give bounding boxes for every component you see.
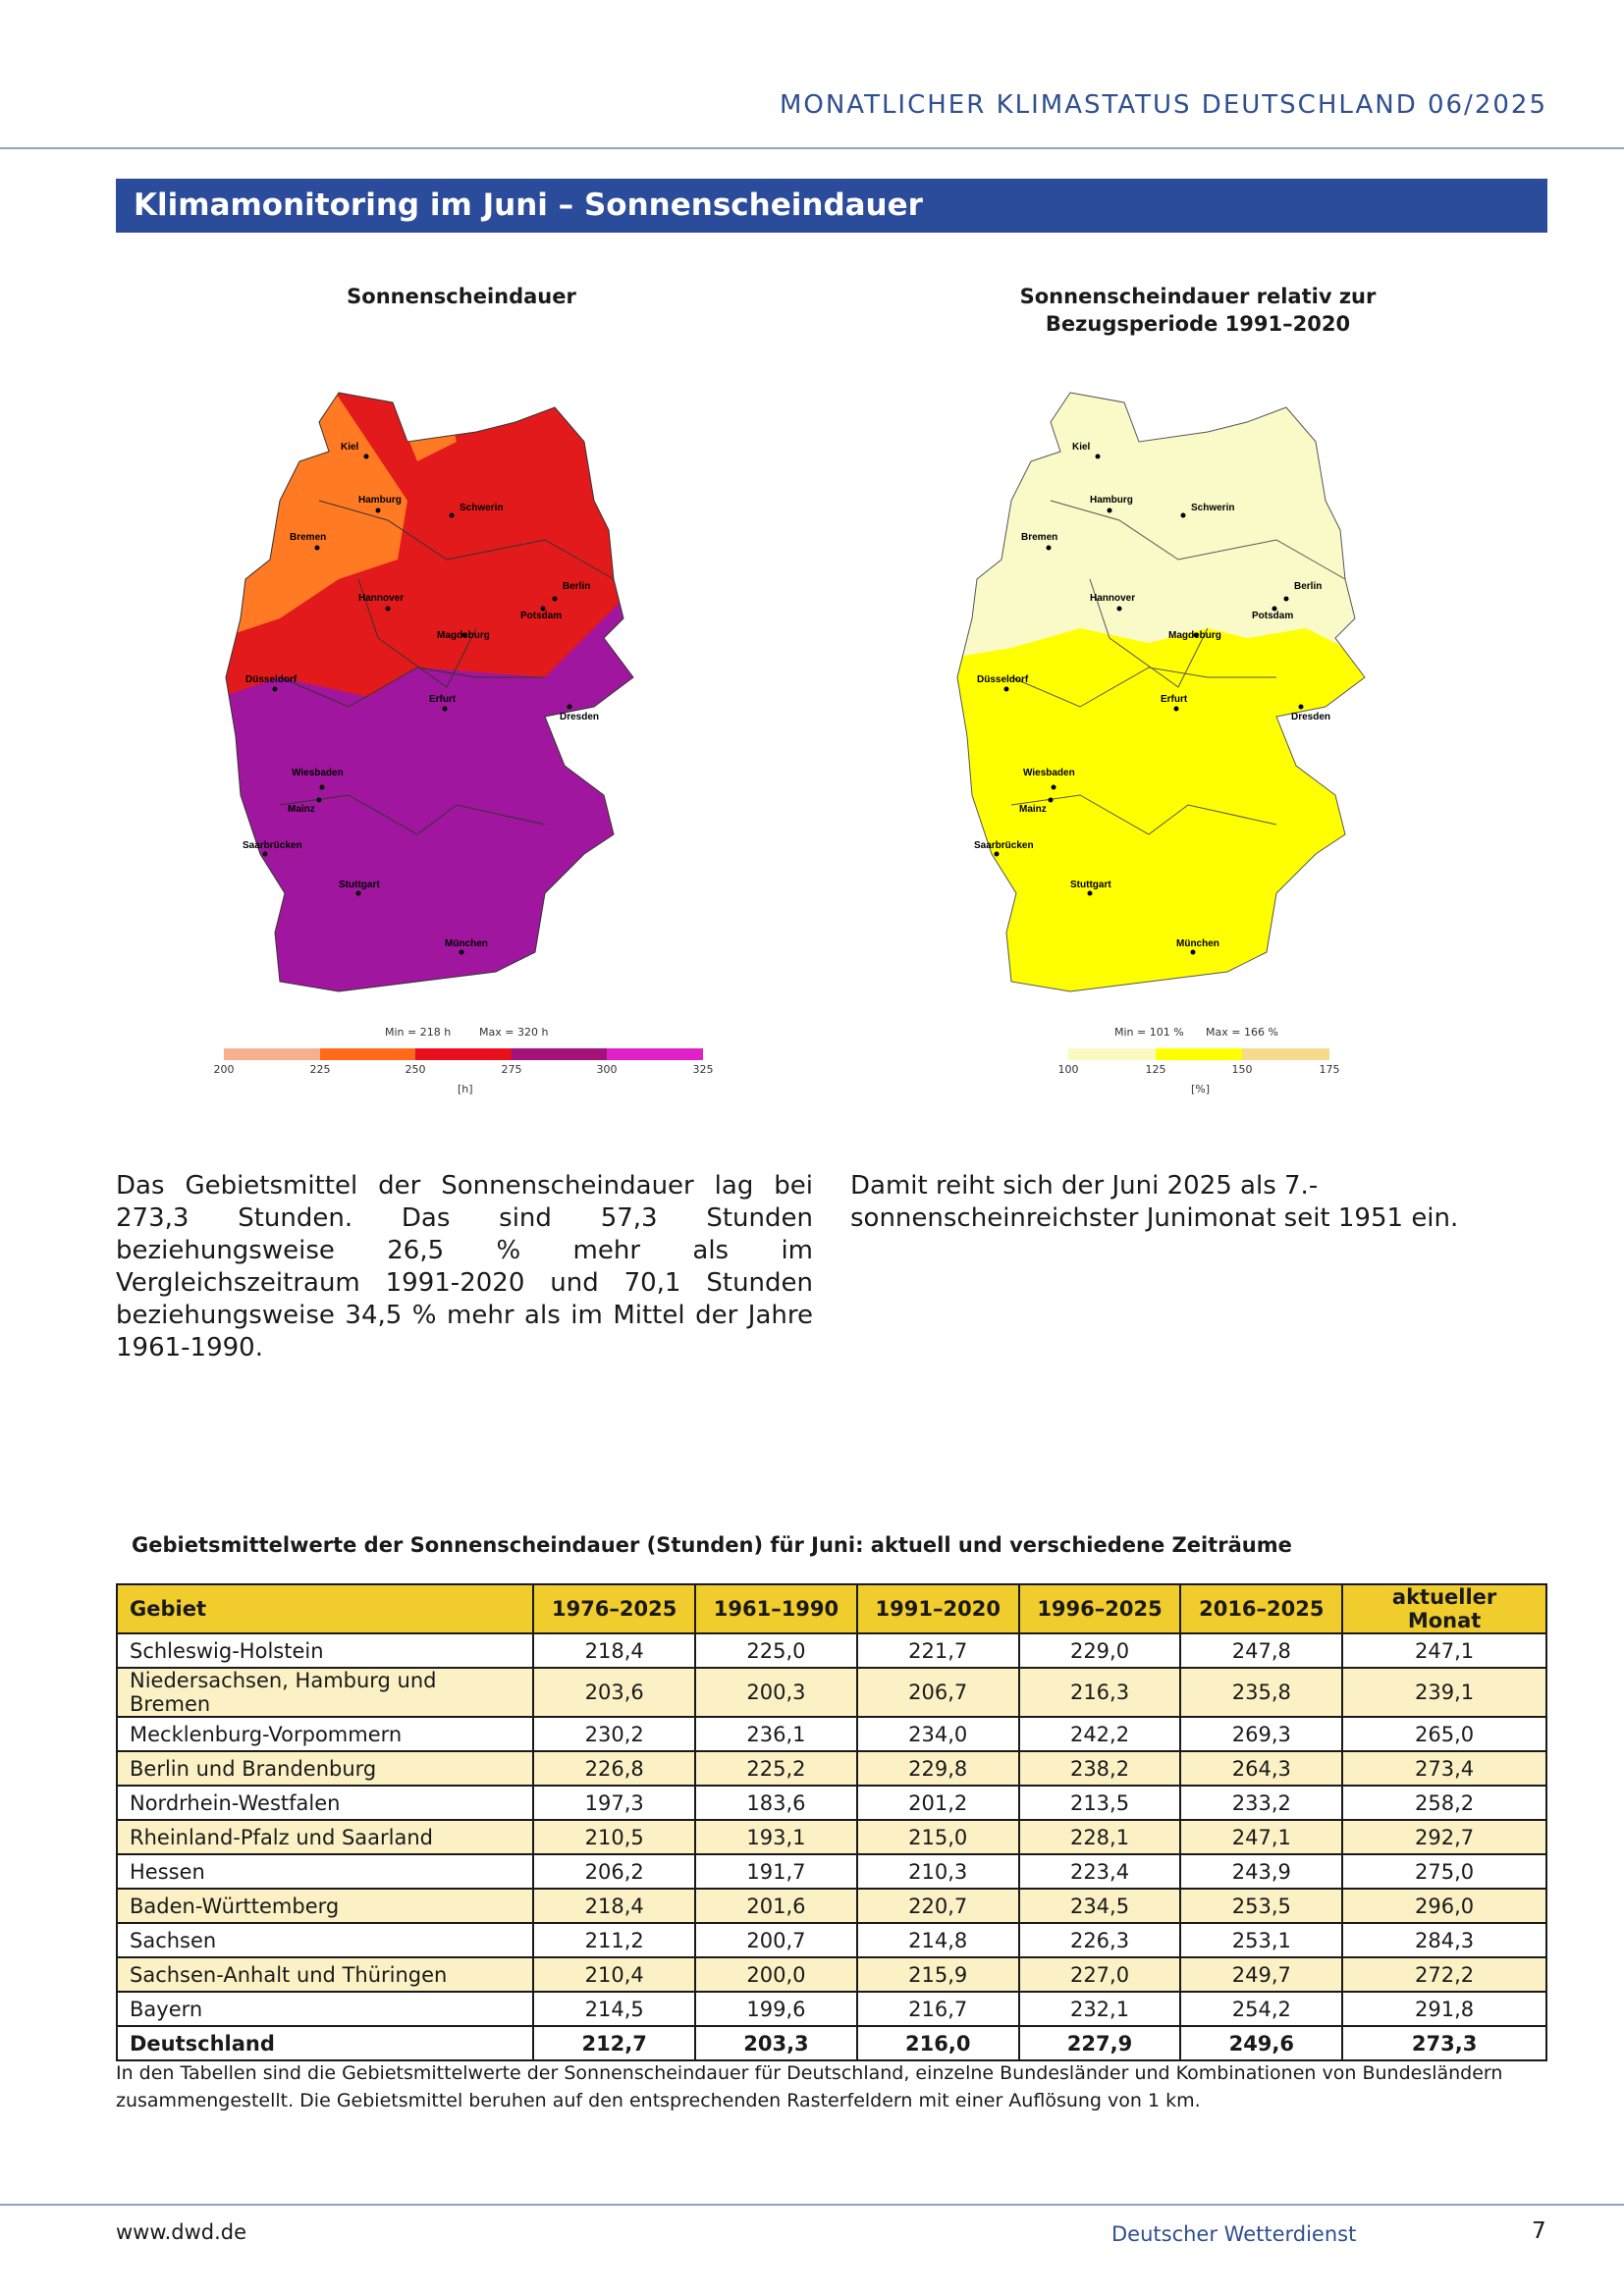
value-cell: 253,5 [1180, 1889, 1342, 1923]
city-magdeburg: Magdeburg [437, 630, 490, 641]
footer-divider [0, 2204, 1624, 2206]
value-cell: 253,1 [1180, 1923, 1342, 1957]
value-cell: 200,7 [695, 1923, 857, 1957]
sunshine-relative-map-svg [952, 383, 1443, 1031]
left-map-max: Max = 320 h [479, 1026, 549, 1039]
column-header: 1996–2025 [1019, 1584, 1181, 1633]
city-muenchen: München [1176, 938, 1219, 949]
right-legend-unit: [%] [1191, 1083, 1211, 1095]
value-cell: 206,2 [533, 1854, 695, 1889]
value-cell: 249,6 [1180, 2026, 1342, 2060]
left-legend-tick: 325 [692, 1063, 714, 1076]
value-cell: 229,8 [857, 1751, 1019, 1786]
region-name-cell: Deutschland [117, 2026, 533, 2060]
value-cell: 233,2 [1180, 1786, 1342, 1820]
region-name-cell: Rheinland-Pfalz und Saarland [117, 1820, 533, 1854]
city-berlin: Berlin [1294, 581, 1323, 592]
value-cell: 254,2 [1180, 1992, 1342, 2026]
ranking-paragraph: Damit reiht sich der Juni 2025 als 7.-sonnenscheinreichster Junimonat seit 1951 ein. [850, 1171, 1459, 1233]
table-row [117, 1854, 1546, 1889]
region-name-cell: Berlin und Brandenburg [117, 1751, 533, 1786]
table-row [117, 1923, 1546, 1957]
value-cell: 229,0 [1019, 1633, 1181, 1668]
value-cell: 218,4 [533, 1633, 695, 1668]
page-number: 7 [1532, 2218, 1546, 2244]
report-header-title: MONATLICHER KLIMASTATUS DEUTSCHLAND 06/2025 [779, 90, 1547, 120]
value-cell: 264,3 [1180, 1751, 1342, 1786]
table-body [117, 1633, 1546, 2060]
right-legend-tick: 125 [1145, 1063, 1166, 1076]
region-name-cell: Hessen [117, 1854, 533, 1889]
value-cell: 292,7 [1342, 1820, 1546, 1854]
city-potsdam: Potsdam [1252, 611, 1294, 621]
value-cell: 225,2 [695, 1751, 857, 1786]
table-header-row [117, 1584, 1546, 1633]
city-kiel: Kiel [1072, 442, 1091, 453]
value-cell: 213,5 [1019, 1786, 1181, 1820]
table-row [117, 1957, 1546, 1992]
value-cell: 216,0 [857, 2026, 1019, 2060]
value-cell: 269,3 [1180, 1717, 1342, 1751]
left-legend-unit: [h] [458, 1083, 473, 1095]
region-name-cell: Sachsen [117, 1923, 533, 1957]
value-cell: 265,0 [1342, 1717, 1546, 1751]
table-footnote: In den Tabellen sind die Gebietsmittelwerte der Sonnenscheindauer für Deutschland, einzelne Bundesländer und Kombinationen von Bundesländern zusammengestellt. Die Gebietsmittel beruhen auf den entsprechenden Rasterfeldern mit einer Auflösung von 1 km. [116, 2062, 1503, 2111]
value-cell: 220,7 [857, 1889, 1019, 1923]
value-cell: 247,1 [1342, 1633, 1546, 1668]
value-cell: 200,3 [695, 1668, 857, 1717]
value-cell: 272,2 [1342, 1957, 1546, 1992]
sunshine-duration-map [221, 383, 712, 1031]
table-caption: Gebietsmittelwerte der Sonnenscheindauer (Stunden) für Juni: aktuell und verschiedene Zeiträume [132, 1533, 1292, 1557]
city-duesseldorf: Düsseldorf [977, 674, 1029, 685]
value-cell: 193,1 [695, 1820, 857, 1854]
right-legend-tick: 100 [1057, 1063, 1079, 1076]
region-name-cell: Bayern [117, 1992, 533, 2026]
region-name-cell: Sachsen-Anhalt und Thüringen [117, 1957, 533, 1992]
city-stuttgart: Stuttgart [339, 880, 380, 890]
value-cell: 216,7 [857, 1992, 1019, 2026]
summary-paragraph: Das Gebietsmittel der Sonnenscheindauer lag bei 273,3 Stunden. Das sind 57,3 Stunden beziehungsweise 26,5 % mehr als im Vergleichszeitraum 1991-2020 und 70,1 Stunden beziehungsweise 34,5 % mehr als im Mittel der Jahre 1961-1990. [116, 1171, 813, 1362]
value-cell: 291,8 [1342, 1992, 1546, 2026]
value-cell: 203,3 [695, 2026, 857, 2060]
value-cell: 243,9 [1180, 1854, 1342, 1889]
value-cell: 247,1 [1180, 1820, 1342, 1854]
value-cell: 215,0 [857, 1820, 1019, 1854]
region-name-cell: Niedersachsen, Hamburg und Bremen [117, 1668, 533, 1717]
column-header: 1991–2020 [857, 1584, 1019, 1633]
left-map-color-legend [224, 1048, 703, 1060]
value-cell: 238,2 [1019, 1751, 1181, 1786]
value-cell: 214,8 [857, 1923, 1019, 1957]
map-title-sunshine-relative: Sonnenscheindauer relativ zur Bezugsperiode 1991–2020 [1019, 285, 1377, 336]
value-cell: 249,7 [1180, 1957, 1342, 1992]
city-mainz: Mainz [1019, 804, 1047, 815]
right-legend-tick: 175 [1319, 1063, 1340, 1076]
value-cell: 228,1 [1019, 1820, 1181, 1854]
map-title-sunshine: Sonnenscheindauer [347, 285, 576, 308]
left-map-min: Min = 218 h [385, 1026, 452, 1039]
city-schwerin: Schwerin [1191, 503, 1235, 513]
value-cell: 225,0 [695, 1633, 857, 1668]
value-cell: 210,3 [857, 1854, 1019, 1889]
table-row [117, 1633, 1546, 1668]
value-cell: 234,0 [857, 1717, 1019, 1751]
value-cell: 201,6 [695, 1889, 857, 1923]
value-cell: 183,6 [695, 1786, 857, 1820]
left-legend-tick: 225 [309, 1063, 331, 1076]
value-cell: 218,4 [533, 1889, 695, 1923]
city-wiesbaden: Wiesbaden [1023, 768, 1075, 778]
value-cell: 191,7 [695, 1854, 857, 1889]
table-row [117, 1889, 1546, 1923]
value-cell: 258,2 [1342, 1786, 1546, 1820]
city-bremen: Bremen [1021, 532, 1058, 543]
value-cell: 232,1 [1019, 1992, 1181, 2026]
value-cell: 227,0 [1019, 1957, 1181, 1992]
value-cell: 227,9 [1019, 2026, 1181, 2060]
value-cell: 235,8 [1180, 1668, 1342, 1717]
left-legend-tick: 275 [501, 1063, 522, 1076]
city-stuttgart: Stuttgart [1070, 880, 1111, 890]
city-erfurt: Erfurt [429, 694, 457, 705]
value-cell: 226,8 [533, 1751, 695, 1786]
region-name-cell: Schleswig-Holstein [117, 1633, 533, 1668]
city-hamburg: Hamburg [358, 495, 402, 506]
footer-website: www.dwd.de [116, 2220, 247, 2244]
city-magdeburg: Magdeburg [1168, 630, 1221, 641]
city-hannover: Hannover [358, 593, 405, 604]
city-schwerin: Schwerin [460, 503, 504, 513]
value-cell: 226,3 [1019, 1923, 1181, 1957]
column-header: aktueller Monat [1342, 1584, 1546, 1633]
table-row [117, 1992, 1546, 2026]
city-kiel: Kiel [341, 442, 359, 453]
sunshine-map-svg [221, 383, 712, 1031]
value-cell: 199,6 [695, 1992, 857, 2026]
city-wiesbaden: Wiesbaden [292, 768, 344, 778]
footer-organisation: Deutscher Wetterdienst [1111, 2222, 1357, 2246]
sunshine-area-means-table [116, 1583, 1547, 2061]
table-row [117, 1751, 1546, 1786]
value-cell: 221,7 [857, 1633, 1019, 1668]
table-row [117, 1820, 1546, 1854]
value-cell: 197,3 [533, 1786, 695, 1820]
value-cell: 212,7 [533, 2026, 695, 2060]
table-row [117, 2026, 1546, 2060]
right-legend-tick: 150 [1231, 1063, 1253, 1076]
left-legend-tick: 300 [596, 1063, 618, 1076]
value-cell: 247,8 [1180, 1633, 1342, 1668]
right-map-color-legend [1068, 1048, 1329, 1060]
value-cell: 275,0 [1342, 1854, 1546, 1889]
left-legend-tick: 250 [405, 1063, 426, 1076]
city-duesseldorf: Düsseldorf [245, 674, 298, 685]
value-cell: 210,4 [533, 1957, 695, 1992]
city-bremen: Bremen [290, 532, 327, 543]
city-dresden: Dresden [560, 712, 600, 722]
value-cell: 296,0 [1342, 1889, 1546, 1923]
value-cell: 200,0 [695, 1957, 857, 1992]
region-name-cell: Baden-Württemberg [117, 1889, 533, 1923]
value-cell: 210,5 [533, 1820, 695, 1854]
value-cell: 273,4 [1342, 1751, 1546, 1786]
column-header: 1976–2025 [533, 1584, 695, 1633]
sunshine-relative-map [952, 383, 1443, 1031]
table-row [117, 1786, 1546, 1820]
city-saarbruecken: Saarbrücken [974, 840, 1034, 851]
region-name-cell: Nordrhein-Westfalen [117, 1786, 533, 1820]
right-map-min: Min = 101 % [1114, 1026, 1184, 1039]
value-cell: 242,2 [1019, 1717, 1181, 1751]
value-cell: 201,2 [857, 1786, 1019, 1820]
value-cell: 234,5 [1019, 1889, 1181, 1923]
column-header: Gebiet [117, 1584, 533, 1633]
value-cell: 239,1 [1342, 1668, 1546, 1717]
city-dresden: Dresden [1291, 712, 1331, 722]
city-potsdam: Potsdam [520, 611, 563, 621]
city-muenchen: München [445, 938, 488, 949]
region-name-cell: Mecklenburg-Vorpommern [117, 1717, 533, 1751]
column-header: 2016–2025 [1180, 1584, 1342, 1633]
value-cell: 273,3 [1342, 2026, 1546, 2060]
value-cell: 223,4 [1019, 1854, 1181, 1889]
value-cell: 236,1 [695, 1717, 857, 1751]
city-hannover: Hannover [1090, 593, 1136, 604]
section-title: Klimamonitoring im Juni – Sonnenscheindauer [116, 179, 1547, 233]
value-cell: 230,2 [533, 1717, 695, 1751]
city-berlin: Berlin [563, 581, 591, 592]
value-cell: 206,7 [857, 1668, 1019, 1717]
table-row [117, 1668, 1546, 1717]
city-erfurt: Erfurt [1161, 694, 1188, 705]
header-divider [0, 147, 1624, 149]
value-cell: 211,2 [533, 1923, 695, 1957]
value-cell: 203,6 [533, 1668, 695, 1717]
value-cell: 284,3 [1342, 1923, 1546, 1957]
value-cell: 214,5 [533, 1992, 695, 2026]
left-legend-tick: 200 [213, 1063, 235, 1076]
table-row [117, 1717, 1546, 1751]
value-cell: 215,9 [857, 1957, 1019, 1992]
column-header: 1961–1990 [695, 1584, 857, 1633]
value-cell: 216,3 [1019, 1668, 1181, 1717]
right-map-max: Max = 166 % [1206, 1026, 1278, 1039]
city-saarbruecken: Saarbrücken [243, 840, 302, 851]
city-hamburg: Hamburg [1090, 495, 1133, 506]
city-mainz: Mainz [288, 804, 315, 815]
